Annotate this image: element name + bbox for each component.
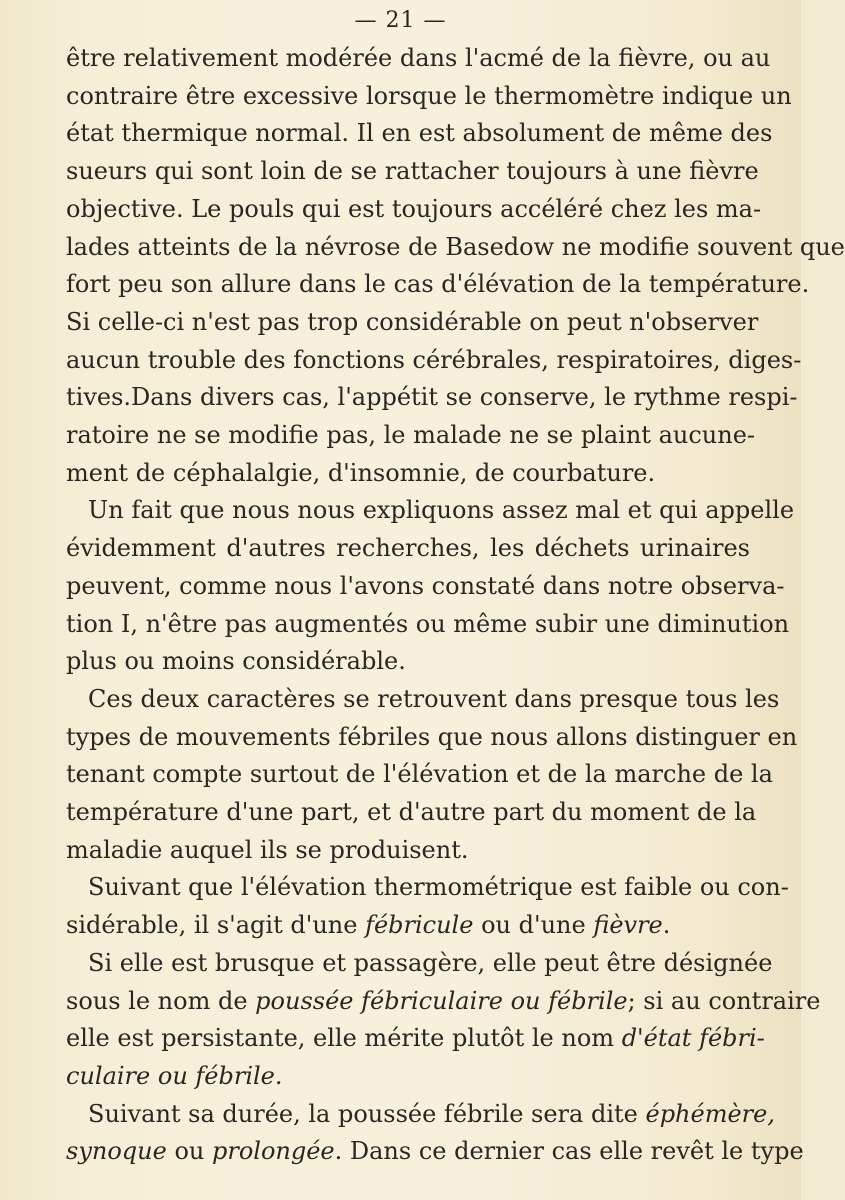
text-line-7: fort peu son allure dans le cas d'élévation de la température. — [66, 270, 810, 299]
text-line-12: ment de céphalalgie, d'insomnie, de courbature. — [66, 458, 656, 487]
text-line-22: maladie auquel ils se produisent. — [66, 835, 469, 864]
text-line-30: synoque ou prolongée. Dans ce dernier cas elle revêt le type — [66, 1137, 804, 1166]
text-line-5: objective. Le pouls qui est toujours accéléré chez les ma- — [66, 194, 762, 223]
page-number: — 21 — — [354, 8, 447, 33]
text-line-3: état thermique normal. Il en est absolument de même des — [66, 119, 773, 148]
body-text — [66, 40, 845, 1171]
text-line-25: Si elle est brusque et passagère, elle peut être désignée — [88, 948, 773, 977]
text-line-27: elle est persistante, elle mérite plutôt le nom d'état fébri- — [66, 1024, 765, 1053]
text-line-17: plus ou moins considérable. — [66, 647, 406, 676]
text-line-16: tion I, n'être pas augmentés ou même subir une diminution — [66, 609, 790, 638]
text-line-2: contraire être excessive lorsque le thermomètre indique un — [66, 81, 792, 110]
text-line-13: Un fait que nous nous expliquons assez mal et qui appelle — [88, 496, 795, 525]
text-line-24: sidérable, il s'agit d'une fébricule ou d'une fièvre. — [66, 911, 671, 940]
text-line-9: aucun trouble des fonctions cérébrales, respiratoires, diges- — [66, 345, 802, 374]
text-line-21: température d'une part, et d'autre part du moment de la — [66, 798, 757, 827]
text-line-23: Suivant que l'élévation thermométrique est faible ou con- — [88, 873, 789, 902]
text-line-4: sueurs qui sont loin de se rattacher toujours à une fièvre — [66, 157, 759, 186]
text-line-8: Si celle-ci n'est pas trop considérable on peut n'observer — [66, 307, 759, 336]
text-line-20: tenant compte surtout de l'élévation et de la marche de la — [66, 760, 773, 789]
text-line-10: tives.Dans divers cas, l'appétit se conserve, le rythme respi- — [66, 383, 798, 412]
text-line-18: Ces deux caractères se retrouvent dans presque tous les — [88, 684, 780, 713]
text-line-19: types de mouvements fébriles que nous allons distinguer en — [66, 722, 798, 751]
text-line-29: Suivant sa durée, la poussée fébrile sera dite éphémère, — [88, 1099, 775, 1128]
text-line-11: ratoire ne se modifie pas, le malade ne se plaint aucune- — [66, 421, 756, 450]
text-line-14: évidemment d'autres recherches, les déchets urinaires — [66, 534, 750, 563]
text-line-1: être relativement modérée dans l'acmé de la fièvre, ou au — [66, 44, 771, 72]
text-line-28: culaire ou fébrile. — [66, 1061, 283, 1090]
text-line-6: lades atteints de la névrose de Basedow ne modifie souvent que — [66, 232, 845, 261]
text-line-26: sous le nom de poussée fébriculaire ou fébrile; si au contraire — [66, 986, 821, 1015]
text-line-15: peuvent, comme nous l'avons constaté dans notre observa- — [66, 571, 785, 600]
